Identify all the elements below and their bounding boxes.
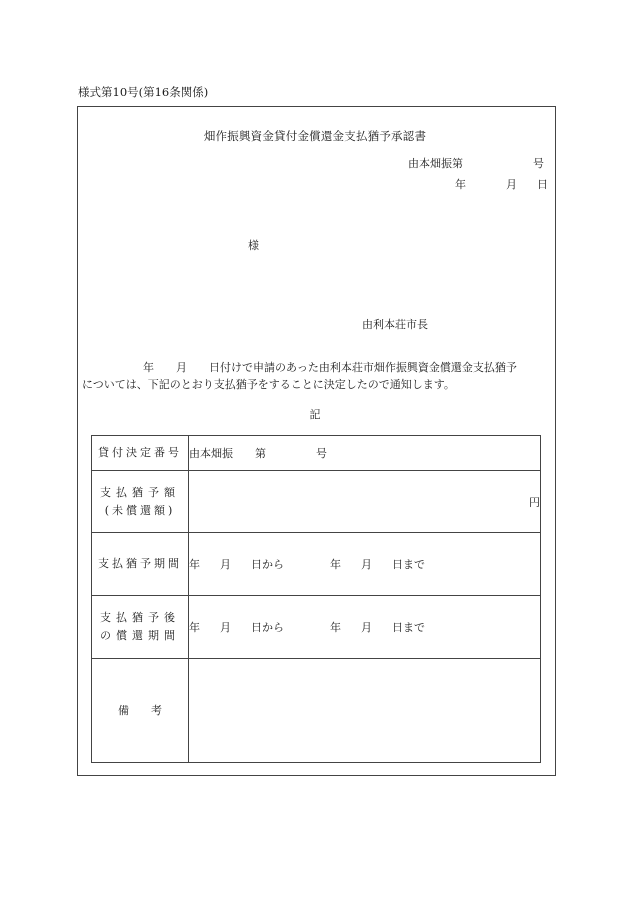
remarks-label: 備考 xyxy=(92,659,189,763)
body-line-1-text: 日付けで申請のあった由利本荘市畑作振興資金償還金支払猶予 xyxy=(209,361,517,374)
body-line-1 xyxy=(143,359,517,375)
amount-unit: 円 xyxy=(529,495,540,509)
after-from: 日から xyxy=(251,621,284,634)
loan-dai: 第 xyxy=(255,447,266,460)
table-row xyxy=(92,596,541,659)
form-number: 様式第10号(第16条関係) xyxy=(78,85,209,99)
date-month: 月 xyxy=(506,178,517,191)
detail-table xyxy=(91,435,541,763)
reference-number xyxy=(408,155,544,171)
amount-label xyxy=(92,471,189,533)
table-row xyxy=(92,659,541,763)
after-label-line2: の償還期間 xyxy=(100,629,180,642)
ki-mark: 記 xyxy=(309,408,321,421)
period-month-2: 月 xyxy=(361,558,372,571)
loan-number-label: 貸付決定番号 xyxy=(92,436,189,471)
date-year: 年 xyxy=(455,178,466,191)
period-month-1: 月 xyxy=(220,558,231,571)
remarks-value xyxy=(189,659,541,763)
period-value xyxy=(189,533,541,596)
table-row xyxy=(92,533,541,596)
table-row xyxy=(92,471,541,533)
after-year-2: 年 xyxy=(330,621,341,634)
after-label-line1: 支払猶予後 xyxy=(100,611,180,624)
after-until: 日まで xyxy=(392,621,425,634)
after-month-2: 月 xyxy=(361,621,372,634)
loan-go: 号 xyxy=(316,447,327,460)
body-month: 月 xyxy=(176,361,187,374)
loan-prefix: 由本畑振 xyxy=(189,447,233,460)
after-month-1: 月 xyxy=(220,621,231,634)
body-year: 年 xyxy=(143,361,154,374)
issue-date xyxy=(455,176,548,192)
amount-value xyxy=(189,471,541,533)
period-year-2: 年 xyxy=(330,558,341,571)
after-period-label xyxy=(92,596,189,659)
after-period-value xyxy=(189,596,541,659)
reference-suffix: 号 xyxy=(533,157,544,170)
period-from: 日から xyxy=(251,558,284,571)
period-until: 日まで xyxy=(392,558,425,571)
reference-prefix: 由本畑振第 xyxy=(408,157,463,170)
amount-label-line2: (未償還額) xyxy=(104,503,176,517)
amount-label-line1: 支払猶予額 xyxy=(100,485,180,499)
body-line-2: については、下記のとおり支払猶予をすることに決定したので通知します。 xyxy=(82,378,455,391)
period-label: 支払猶予期間 xyxy=(92,533,189,596)
date-day: 日 xyxy=(537,178,548,191)
recipient-suffix: 様 xyxy=(248,239,259,252)
period-year-1: 年 xyxy=(189,558,200,571)
document-title: 畑作振興資金貸付金償還金支払猶予承認書 xyxy=(203,129,427,143)
after-year-1: 年 xyxy=(189,621,200,634)
issuer-name: 由利本荘市長 xyxy=(362,318,428,331)
loan-number-value xyxy=(189,436,541,471)
table-row xyxy=(92,436,541,471)
